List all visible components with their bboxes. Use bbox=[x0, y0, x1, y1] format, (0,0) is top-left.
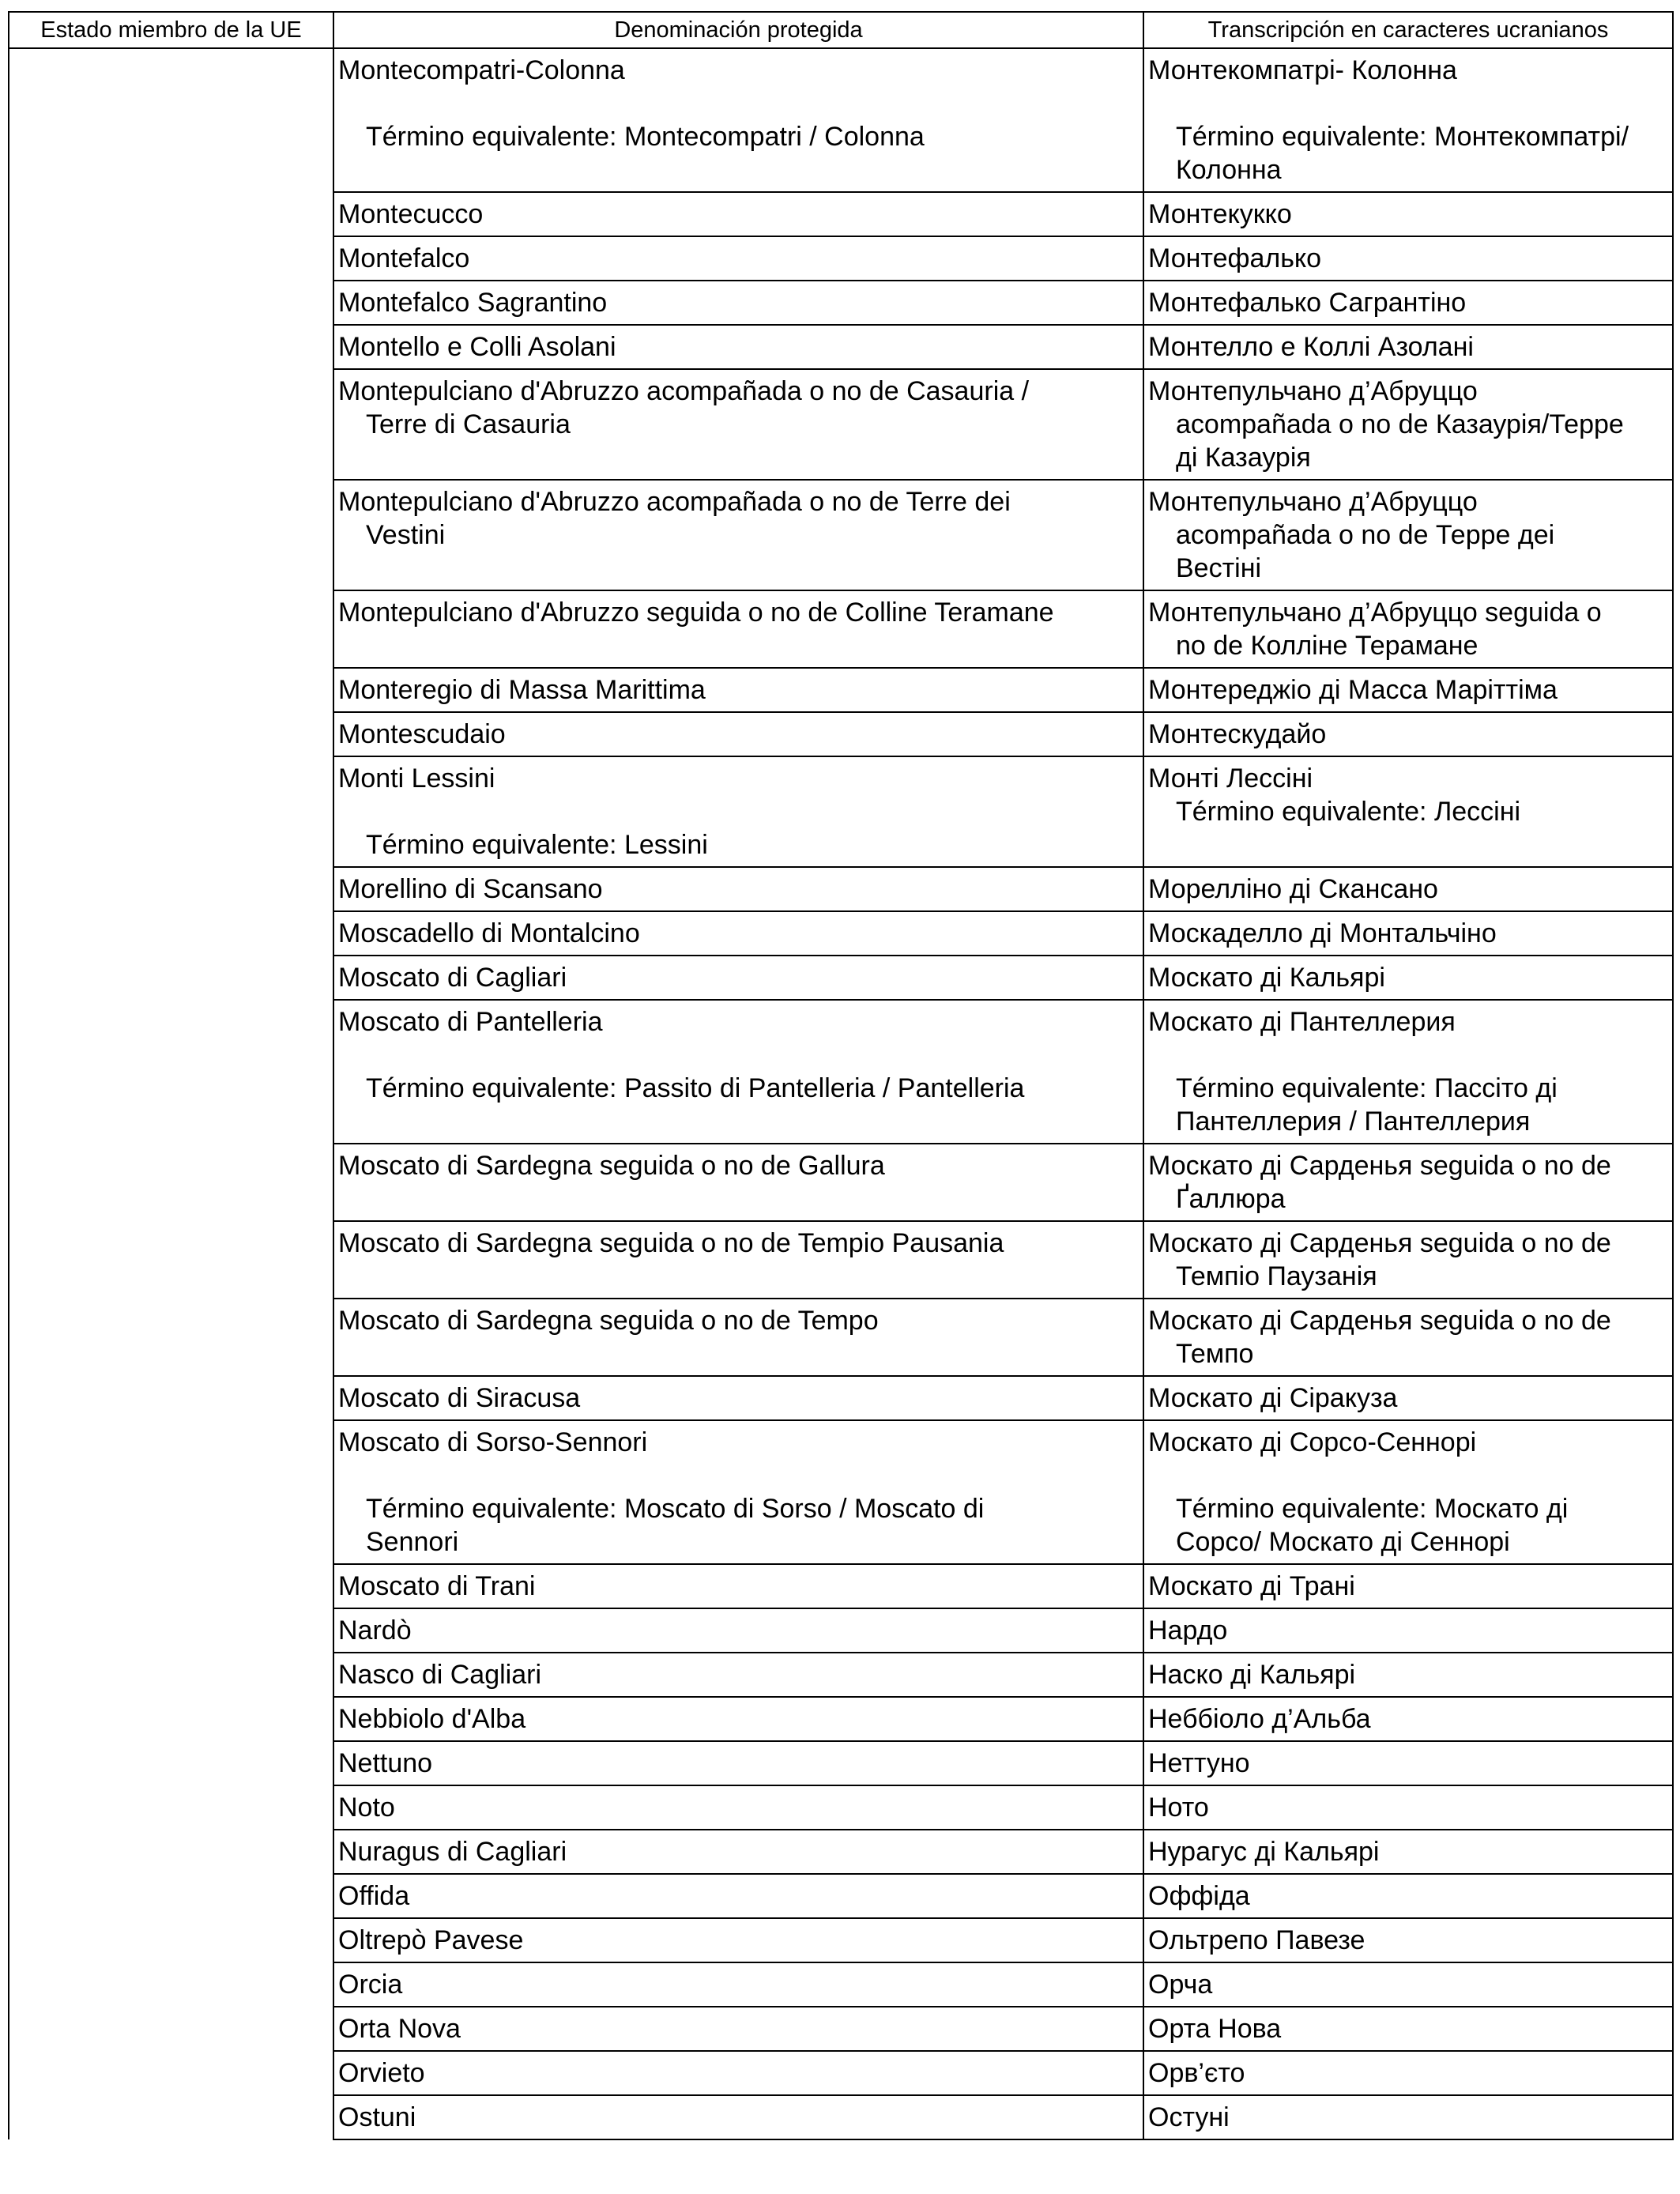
transcription-cell: Ольтрепо Павезе bbox=[1143, 1918, 1673, 1962]
protected-name-cell: Montefalco bbox=[333, 236, 1143, 281]
transcription-cell: Монтелло е Коллі Азолані bbox=[1143, 325, 1673, 369]
protected-name-cell: Moscato di Sardegna seguida o no de Tempio Pausania bbox=[333, 1221, 1143, 1299]
transcription-cell: Москаделло ді Монтальчіно bbox=[1143, 911, 1673, 956]
transcription: Монтепульчано д’Абруццо bbox=[1148, 487, 1478, 517]
protected-name-cell bbox=[333, 48, 1143, 192]
protected-name-cell: Morellino di Scansano bbox=[333, 867, 1143, 911]
protected-name: Monti Lessini bbox=[338, 763, 495, 794]
protected-name-cell: Nasco di Cagliari bbox=[333, 1653, 1143, 1697]
transcription-continuation: Ґаллюра bbox=[1176, 1184, 1286, 1214]
protected-name-cell bbox=[333, 480, 1143, 590]
equivalent-term: Término equivalente: Montecompatri / Colonna bbox=[366, 122, 925, 152]
transcription-cell bbox=[1143, 1420, 1673, 1564]
equivalent-term: Término equivalente: Passito di Pantelleria / Pantelleria bbox=[366, 1073, 1025, 1103]
transcription-cell bbox=[1143, 1144, 1673, 1221]
transcription-cell: Монтекукко bbox=[1143, 192, 1673, 236]
header-member-state: Estado miembro de la UE bbox=[9, 12, 333, 48]
transcription: Москато ді Пантеллерия bbox=[1148, 1007, 1456, 1037]
transcription-cell bbox=[1143, 1299, 1673, 1376]
transcription-continuation: Вестіні bbox=[1176, 553, 1262, 583]
protected-name-cell: Montecucco bbox=[333, 192, 1143, 236]
equivalent-term-transcription: Término equivalente: Москато ді bbox=[1176, 1494, 1569, 1524]
protected-name-continuation: Vestini bbox=[366, 520, 446, 550]
transcription-cell bbox=[1143, 1221, 1673, 1299]
transcription-cell: Ното bbox=[1143, 1785, 1673, 1830]
protected-name-cell: Ostuni bbox=[333, 2095, 1143, 2139]
equivalent-term-transcription: Término equivalente: Пассіто ді bbox=[1176, 1073, 1558, 1103]
transcription: Монтекомпатрі- Колонна bbox=[1148, 55, 1457, 85]
protected-name-cell: Noto bbox=[333, 1785, 1143, 1830]
transcription-cell: Нурагус ді Кальярі bbox=[1143, 1830, 1673, 1874]
transcription: Монті Лессіні bbox=[1148, 763, 1313, 794]
protected-name-cell: Orta Nova bbox=[333, 2007, 1143, 2051]
protected-name-continuation: Terre di Casauria bbox=[366, 409, 571, 439]
equivalent-term: Término equivalente: Moscato di Sorso / Moscato di bbox=[366, 1494, 985, 1524]
transcription-cell bbox=[1143, 480, 1673, 590]
transcription-cell: Москато ді Кальярі bbox=[1143, 956, 1673, 1000]
transcription-continuation: Темпіо Паузанія bbox=[1176, 1261, 1377, 1291]
transcription-cell bbox=[1143, 369, 1673, 480]
protected-name-cell: Nebbiolo d'Alba bbox=[333, 1697, 1143, 1741]
protected-name-cell: Monteregio di Massa Marittima bbox=[333, 668, 1143, 712]
protected-name-cell: Moscato di Siracusa bbox=[333, 1376, 1143, 1420]
protected-name: Moscato di Sorso-Sennori bbox=[338, 1427, 648, 1457]
protected-name-cell: Moscato di Sardegna seguida o no de Gallura bbox=[333, 1144, 1143, 1221]
transcription-cell: Неттуно bbox=[1143, 1741, 1673, 1785]
equivalent-term-transcription: Término equivalente: Лессіні bbox=[1176, 797, 1521, 827]
transcription-cell: Москато ді Сіракуза bbox=[1143, 1376, 1673, 1420]
transcription-continuation: acompañada o no de Казаурія/Терре bbox=[1176, 409, 1624, 439]
transcription-cell: Морелліно ді Скансано bbox=[1143, 867, 1673, 911]
transcription-continuation: ді Казаурія bbox=[1176, 443, 1311, 473]
transcription-continuation: acompañada o no de Терре деі bbox=[1176, 520, 1555, 550]
protected-name-cell: Oltrepò Pavese bbox=[333, 1918, 1143, 1962]
equivalent-term-transcription: Término equivalente: Монтекомпатрі/ bbox=[1176, 122, 1629, 152]
protected-names-table bbox=[8, 11, 1674, 2140]
transcription-cell: Орта Нова bbox=[1143, 2007, 1673, 2051]
protected-name-cell: Nardò bbox=[333, 1608, 1143, 1653]
transcription: Москато ді Сарденья seguida o no de bbox=[1148, 1306, 1611, 1336]
transcription: Москато ді Сарденья seguida o no de bbox=[1148, 1151, 1611, 1181]
equivalent-term: Sennori bbox=[366, 1527, 459, 1557]
protected-name-cell: Moscadello di Montalcino bbox=[333, 911, 1143, 956]
protected-name: Montepulciano d'Abruzzo acompañada o no de Casauria / bbox=[338, 376, 1030, 406]
table-header-row bbox=[9, 12, 1673, 48]
equivalent-term-transcription: Сорсо/ Москато ді Сеннорі bbox=[1176, 1527, 1510, 1557]
protected-name: Moscato di Pantelleria bbox=[338, 1007, 603, 1037]
protected-name-cell: Orcia bbox=[333, 1962, 1143, 2007]
protected-name-cell: Moscato di Cagliari bbox=[333, 956, 1143, 1000]
transcription: Москато ді Сорсо-Сеннорі bbox=[1148, 1427, 1477, 1457]
protected-name-cell bbox=[333, 1420, 1143, 1564]
protected-name-cell: Moscato di Sardegna seguida o no de Tempo bbox=[333, 1299, 1143, 1376]
transcription-cell: Монтефалько bbox=[1143, 236, 1673, 281]
protected-name-cell bbox=[333, 1000, 1143, 1144]
protected-name-cell: Nettuno bbox=[333, 1741, 1143, 1785]
protected-name-cell bbox=[333, 369, 1143, 480]
transcription-cell: Остуні bbox=[1143, 2095, 1673, 2139]
transcription-cell bbox=[1143, 1000, 1673, 1144]
header-transcription: Transcripción en caracteres ucranianos bbox=[1143, 12, 1673, 48]
protected-name-cell: Montepulciano d'Abruzzo seguida o no de Colline Teramane bbox=[333, 590, 1143, 668]
protected-name-cell bbox=[333, 756, 1143, 867]
document-page bbox=[8, 11, 1672, 2140]
transcription-cell: Монтереджіо ді Масса Маріттіма bbox=[1143, 668, 1673, 712]
member-state-cell bbox=[9, 48, 333, 2139]
transcription-cell: Монтефалько Сагрантіно bbox=[1143, 281, 1673, 325]
transcription: Монтепульчано д’Абруццо seguida o bbox=[1148, 598, 1602, 628]
transcription-cell: Нардо bbox=[1143, 1608, 1673, 1653]
header-protected-name: Denominación protegida bbox=[333, 12, 1143, 48]
transcription-cell bbox=[1143, 756, 1673, 867]
equivalent-term-transcription: Пантеллерия / Пантеллерия bbox=[1176, 1106, 1531, 1137]
protected-name-cell: Moscato di Trani bbox=[333, 1564, 1143, 1608]
transcription-cell: Орв’єто bbox=[1143, 2051, 1673, 2095]
transcription-cell: Москато ді Трані bbox=[1143, 1564, 1673, 1608]
transcription-cell: Неббіоло д’Альба bbox=[1143, 1697, 1673, 1741]
protected-name: Montecompatri-Colonna bbox=[338, 55, 625, 85]
transcription-cell: Наско ді Кальярі bbox=[1143, 1653, 1673, 1697]
protected-name-cell: Montescudaio bbox=[333, 712, 1143, 756]
protected-name-cell: Offida bbox=[333, 1874, 1143, 1918]
protected-name-cell: Montefalco Sagrantino bbox=[333, 281, 1143, 325]
protected-name: Montepulciano d'Abruzzo acompañada o no de Terre dei bbox=[338, 487, 1011, 517]
equivalent-term-transcription: Колонна bbox=[1176, 155, 1282, 185]
transcription-cell: Орча bbox=[1143, 1962, 1673, 2007]
transcription: Монтепульчано д’Абруццо bbox=[1148, 376, 1478, 406]
transcription-cell bbox=[1143, 590, 1673, 668]
protected-name-cell: Montello e Colli Asolani bbox=[333, 325, 1143, 369]
protected-name-cell: Orvieto bbox=[333, 2051, 1143, 2095]
transcription: Москато ді Сарденья seguida o no de bbox=[1148, 1228, 1611, 1258]
transcription-cell: Оффіда bbox=[1143, 1874, 1673, 1918]
table-row bbox=[9, 48, 1673, 192]
transcription-cell: Монтескудайо bbox=[1143, 712, 1673, 756]
equivalent-term: Término equivalente: Lessini bbox=[366, 830, 708, 860]
transcription-cell bbox=[1143, 48, 1673, 192]
transcription-continuation: no de Колліне Терамане bbox=[1176, 631, 1478, 661]
transcription-continuation: Темпо bbox=[1176, 1339, 1254, 1369]
protected-name-cell: Nuragus di Cagliari bbox=[333, 1830, 1143, 1874]
